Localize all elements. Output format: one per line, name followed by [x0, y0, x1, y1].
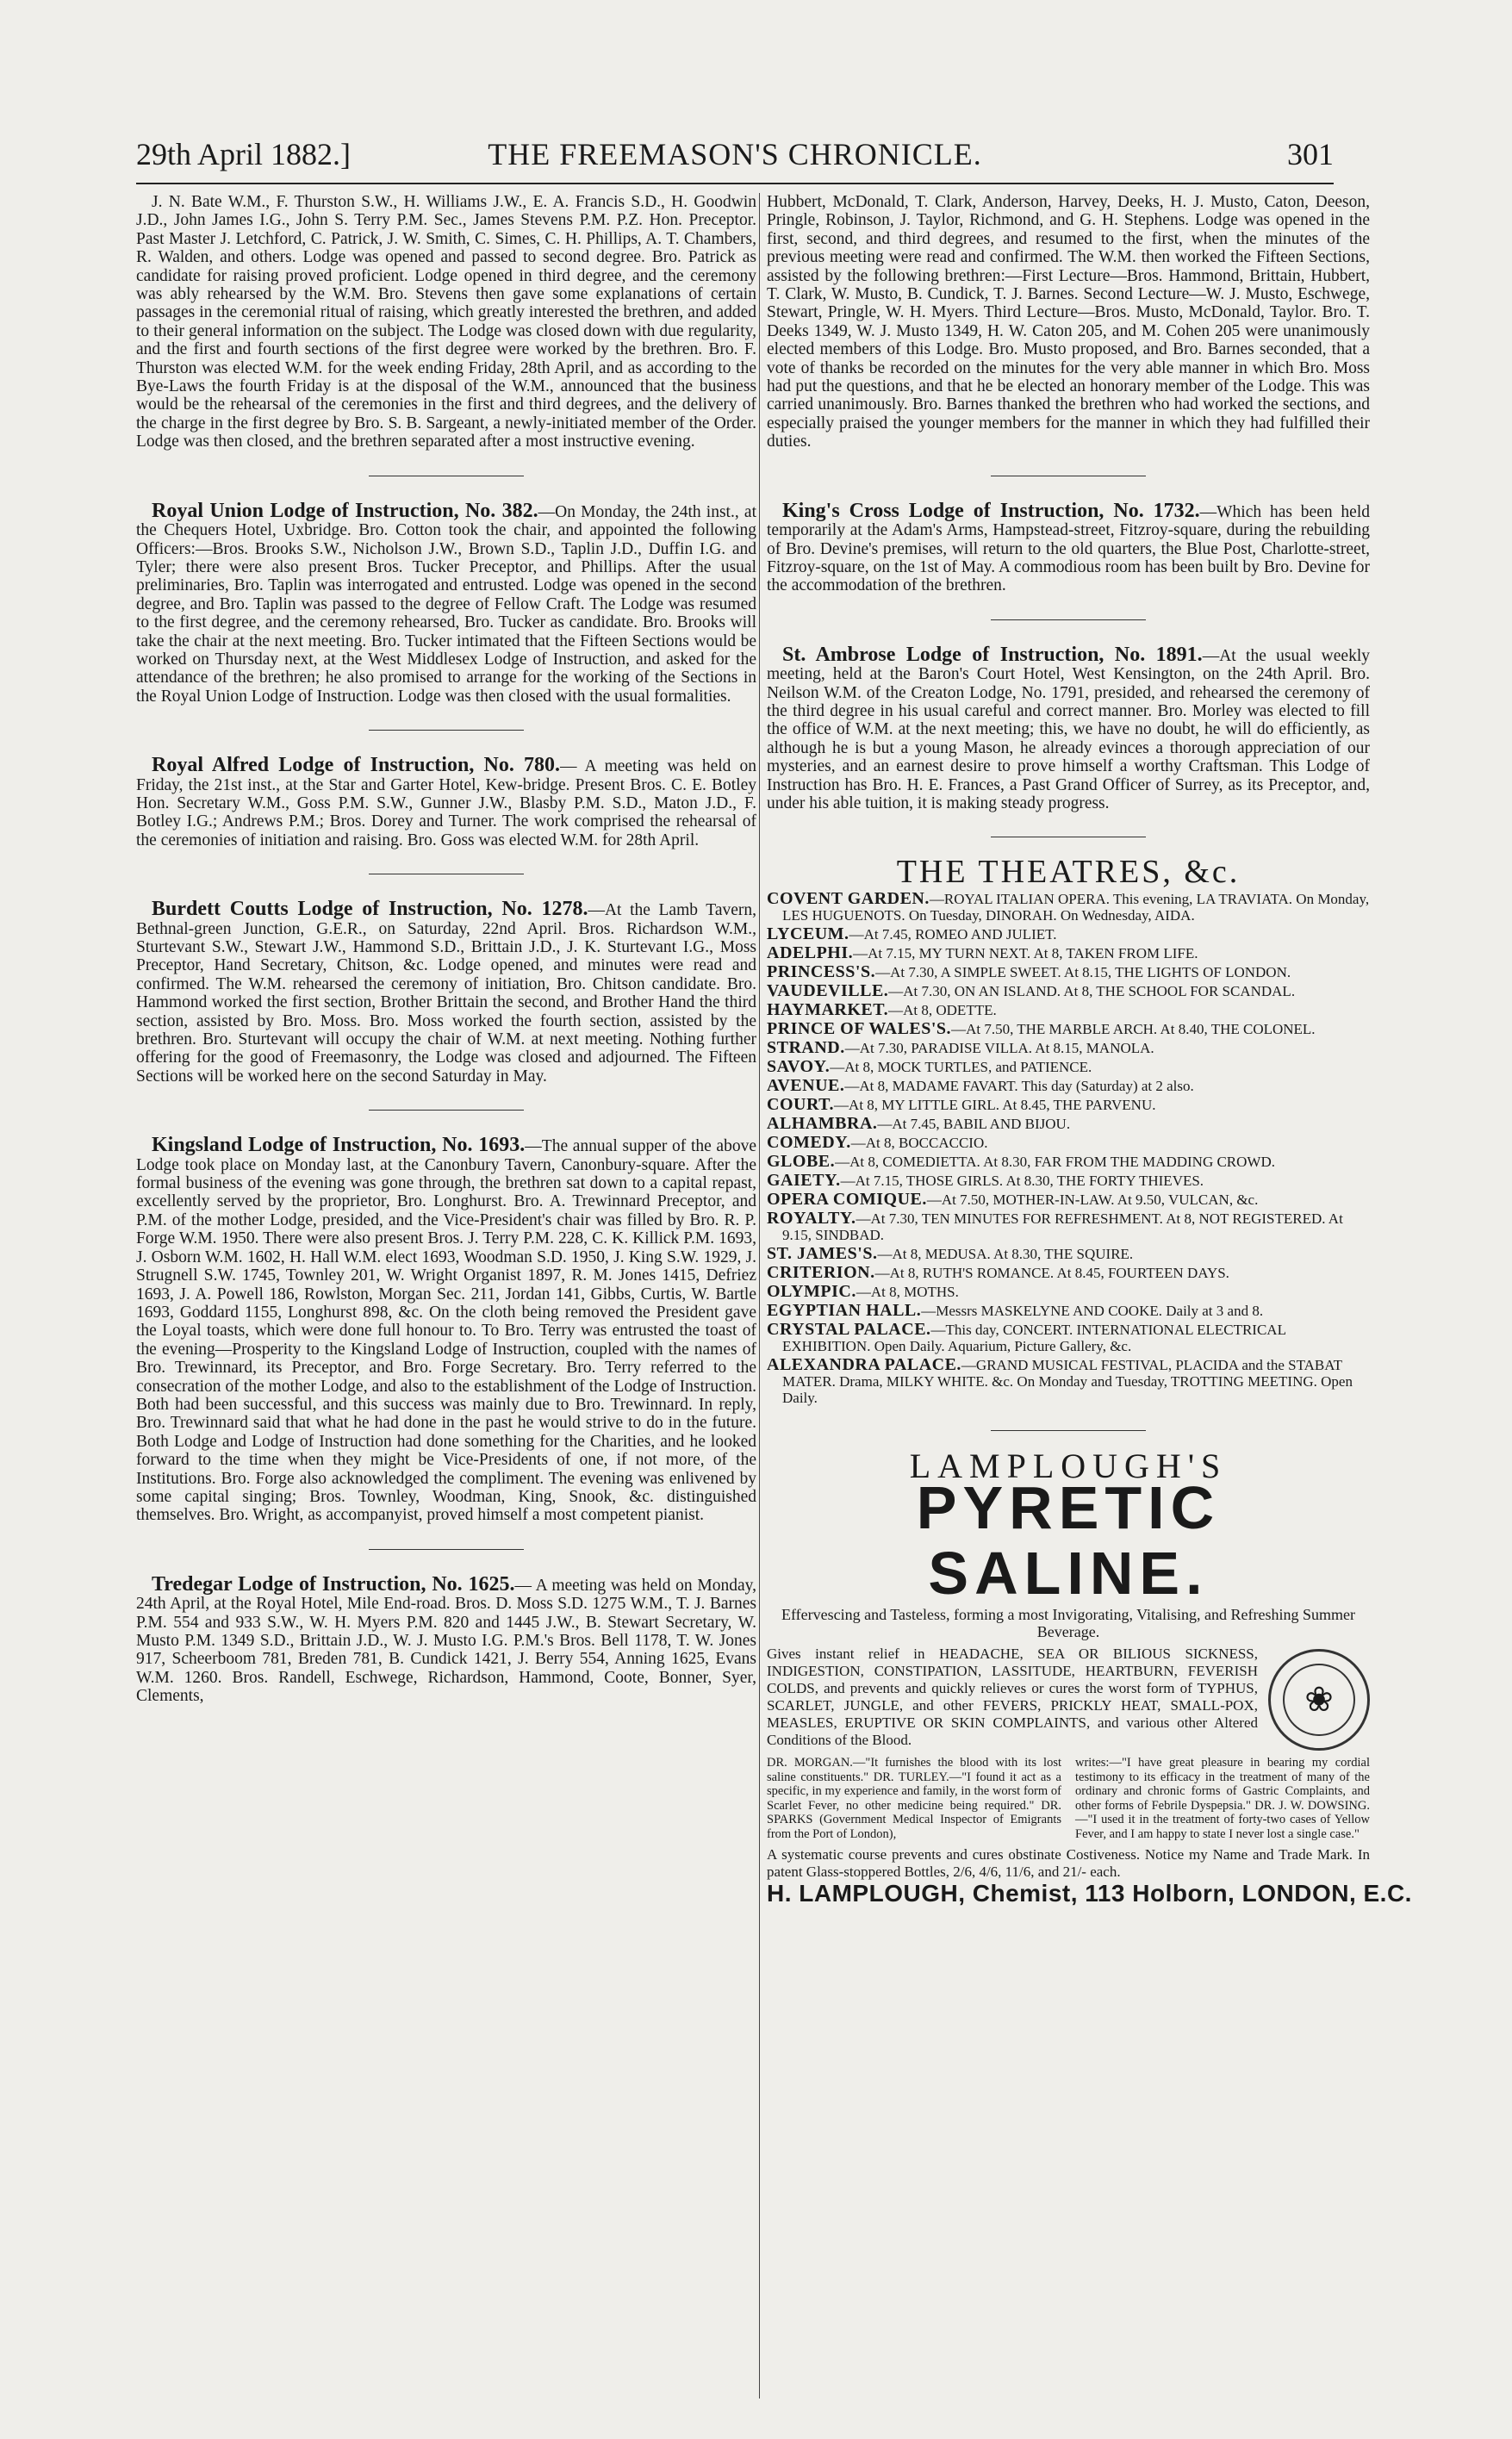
- theatre-entry: [767, 926, 1370, 943]
- article-body: —Which has been held temporarily at the Adam's Arms, Hampstead-street, Fitzroy-square, during the rebuilding of Bro. Devine's premises, will return to the old quarters, the Blue Post, Charlotte-street, Fitzroy-square, on the 1st of May. A commodious room has been built by Bro. Devine for the accommodation of the brethren.: [767, 502, 1370, 595]
- theatre-entry: [767, 1319, 1370, 1354]
- theatre-entry: [767, 980, 1370, 1000]
- section-divider: [369, 1110, 524, 1111]
- theatre-entry: [767, 1151, 1370, 1171]
- article-kingsland: [136, 1136, 756, 1525]
- theatre-entry: [767, 945, 1370, 961]
- ad-tagline: Effervescing and Tasteless, forming a most Invigorating, Vitalising, and Refreshing Summer Beverage.: [781, 1606, 1356, 1641]
- ad-brand: LAMPLOUGH'S: [909, 1446, 1228, 1485]
- theatre-program: —At 8, MOTHS.: [856, 1283, 959, 1300]
- ad-closing: A systematic course prevents and cures obstinate Costiveness. Notice my Name and Trade Mark. In patent Glass-stoppered Bottles, 2/6, 4/6, 11/6, and 21/- each.: [767, 1846, 1370, 1881]
- theatre-entry: [767, 1056, 1370, 1076]
- theatre-name: STRAND.: [767, 1037, 845, 1057]
- theatre-program: —At 8, ODETTE.: [888, 1001, 997, 1018]
- theatre-program: —At 8, MY LITTLE GIRL. At 8.45, THE PARVENU.: [834, 1096, 1156, 1113]
- theatre-program: —At 7.50, MOTHER-IN-LAW. At 9.50, VULCAN, &c.: [926, 1191, 1259, 1208]
- theatre-program: —At 7.30, A SIMPLE SWEET. At 8.15, THE LIGHTS OF LONDON.: [875, 963, 1291, 980]
- theatre-program: —At 7.15, MY TURN NEXT. At 8, TAKEN FROM LIFE.: [853, 944, 1198, 961]
- theatre-name: ROYALTY.: [767, 1208, 856, 1228]
- theatre-program: —At 8, MOCK TURTLES, and PATIENCE.: [830, 1058, 1092, 1075]
- theatre-program: —ROYAL ITALIAN OPERA. This evening, LA TRAVIATA. On Monday, LES HUGUENOTS. On Tuesday, DINORAH. On Wednesday, AIDA.: [782, 890, 1370, 924]
- theatre-name: ALHAMBRA.: [767, 1113, 878, 1133]
- theatre-name: AVENUE.: [767, 1075, 845, 1095]
- testimonial-right: writes:—"I have great pleasure in bearing my cordial testimony to its efficacy in the treatment of many of the ordinary and chronic forms of Gastric Complaints, and other forms of Febrile Dyspepsia." DR. J. W. DOWSING.—"I used it in the treatment of forty-two cases of Yellow Fever, and I am happy to state I never lost a single case.": [1075, 1756, 1370, 1841]
- article-burdett-coutts: [136, 900, 756, 1086]
- article-body: —On Monday, the 24th inst., at the Chequers Hotel, Uxbridge. Bro. Cotton took the chair, and appointed the following Officers:—Bros. Brooks S.W., Nicholson J.W., Brown S.D., Taplin J.D., Duffin I.G. and Tyler; there were also present Bros. Tucker Preceptor, and Phillips. After the usual preliminaries, Bro. Taplin was interrogated and entrusted. Lodge was opened in the second degree, and Bro. Taplin was passed to the degree of Fellow Craft. The Lodge was resumed to the first degree, and the ceremony rehearsed, Bro. Tucker as candidate. Bro. Brooks will take the chair at the next meeting. Bro. Tucker intimated that the Fifteen Sections would be worked on Thursday next, at the West Middlesex Lodge of Instruction, and asked for the attendance of the brethren; he also promised to arrange for the working of the Sections in the Royal Union Lodge of Instruction. Lodge was then closed with the usual formalities.: [136, 502, 756, 706]
- theatre-entry: [767, 1300, 1370, 1320]
- theatre-entry: [767, 1075, 1370, 1095]
- theatre-name: ST. JAMES'S.: [767, 1243, 878, 1263]
- publication-title: THE FREEMASON'S CHRONICLE.: [488, 137, 982, 171]
- trade-mark-seal-icon: ❀: [1268, 1649, 1370, 1751]
- theatre-program: —At 8, RUTH'S ROMANCE. At 8.45, FOURTEEN DAYS.: [874, 1264, 1229, 1281]
- article-body: Hubbert, McDonald, T. Clark, Anderson, Harvey, Deeks, H. J. Musto, Caton, Deeson, Pringle, Robinson, J. Taylor, Richmond, and G. H. Stephens. Lodge was opened in the first, second, and third degrees, and resumed to the first, when the minutes of the previous meeting were read and confirmed. The W.M. then worked the Fifteen Sections, assisted by the following brethren:—First Lecture—Bros. Hammond, Brittain, Hubbert, T. Clark, W. Musto, B. Cundick, T. J. Barnes. Second Lecture—W. J. Musto, Eschwege, Stewart, Pringle, W. H. Myers. Third Lecture—Bros. Musto, McDonald, Taylor. Bro. T. Deeks 1349, W. J. Musto 1349, H. W. Caton 205, and M. Cohen 205 were unanimously elected members of this Lodge. Bro. Musto proposed, and Bro. Barnes seconded, that a vote of thanks be recorded on the minutes for the very able manner in which Bro. Moss had put the questions, and that he be elected an honorary member of the Lodge. This was carried unanimously. Bro. Barnes thanked the brethren who had worked the sections, and especially praised the younger members for the manner in which they had fulfilled their duties.: [767, 193, 1370, 451]
- theatre-entry: [767, 961, 1370, 981]
- theatre-entry: [767, 1132, 1370, 1152]
- theatre-name: LYCEUM.: [767, 924, 849, 943]
- theatre-name: ALEXANDRA PALACE.: [767, 1354, 961, 1374]
- theatre-name: COURT.: [767, 1094, 835, 1114]
- article-royal-union: [136, 499, 756, 706]
- theatre-program: —At 8, MEDUSA. At 8.30, THE SQUIRE.: [877, 1245, 1134, 1262]
- article-body: —At the Lamb Tavern, Bethnal-green Junction, G.E.R., on Saturday, 22nd April. Bros. Richardson W.M., Sturtevant S.W., Stewart J.W., Hammond S.D., Brittain J.D., J. K. Sturtevant I.G., Moss Preceptor, Hand Secretary, Chitson, &c. Lodge opened, and minutes were read and confirmed. The W.M. rehearsed the ceremony of initiation, Bro. Chitson candidate. Bro. Hammond worked the first section, Brother Brittain the second, and Brother Hand the third section, assisted by Bro. Moss. Bro. Moss worked the fourth section, assisted by the brethren. Bro. Sturtevant will occupy the chair of W.M. at next meeting. Nothing further offering for the good of Freemasonry, the Lodge was closed and adjourned. The Fifteen Sections will be worked here on the second Saturday in May.: [136, 901, 757, 1086]
- article-body: — A meeting was held on Monday, 24th April, at the Royal Hotel, Mile End-road. Bros. D. Moss S.D. 1275 W.M., T. J. Barnes P.M. 554 and 933 S.W., W. H. Myers P.M. 820 and 1445 J.W., B. Stewart Secretary, W. Musto P.M. 1349 S.D., Brittain J.D., W. J. Musto I.G. P.M.'s Bros. Bell 1178, T. W. Jones 917, Scheerboom 781, Breden 781, B. Cundick 1421, J. Berry 554, Anning 1625, Evans W.M. 1260. Bros. Randell, Eschwege, Richardson, Hammond, Coote, Bonner, Syer, Clements,: [136, 1576, 756, 1706]
- article-heading: Tredegar Lodge of Instruction, No. 1625.: [152, 1572, 515, 1596]
- theatre-program: —At 8, MADAME FAVART. This day (Saturday) at 2 also.: [844, 1077, 1194, 1094]
- theatre-program: —At 7.45, BABIL AND BIJOU.: [877, 1115, 1071, 1132]
- article-royal-alfred: [136, 756, 756, 849]
- masthead: [136, 131, 1334, 184]
- theatre-program: —At 7.30, ON AN ISLAND. At 8, THE SCHOOL FOR SCANDAL.: [888, 982, 1296, 999]
- article-heading: St. Ambrose Lodge of Instruction, No. 1891.: [782, 643, 1203, 666]
- theatre-name: VAUDEVILLE.: [767, 980, 889, 1000]
- theatre-name: OLYMPIC.: [767, 1281, 856, 1301]
- theatre-name: PRINCE OF WALES'S.: [767, 1018, 952, 1038]
- theatre-program: —At 7.30, PARADISE VILLA. At 8.15, MANOLA.: [844, 1039, 1154, 1056]
- advertisement-pyretic-saline: [767, 1446, 1412, 1907]
- theatre-entry: [767, 1018, 1370, 1038]
- ad-address: H. LAMPLOUGH, Chemist, 113 Holborn, LONDON, E.C.: [767, 1880, 1412, 1907]
- theatre-entry: [767, 1281, 1370, 1301]
- article-heading: Royal Union Lodge of Instruction, No. 382.: [152, 499, 538, 522]
- theatre-name: GAIETY.: [767, 1170, 841, 1190]
- article-body: J. N. Bate W.M., F. Thurston S.W., H. Williams J.W., E. A. Francis S.D., H. Goodwin J.D., John James I.G., John S. Terry P.M. Sec., James Stevens P.M. P.Z. Hon. Preceptor. Past Master J. Letchford, C. Patrick, J. W. Smith, C. Simes, C. H. Phillips, A. T. Chambers, R. Walden, and others. Lodge was opened and passed to second degree. Bro. Patrick as candidate for raising proved proficient. Lodge opened in third degree, and the ceremony was ably rehearsed by the W.M. Bro. Stevens then gave some explanations of certain passages in the ceremonial ritual of raising, which greatly interested the brethren, and added to their general information on the subject. The Lodge was closed down with due regularity, and the first and fourth sections of the first degree were worked by the brethren. Bro. F. Thurston was elected W.M. for the week ending Friday, 28th April, and as according to the Bye-Laws the fourth Friday is at the disposal of the W.M., announced that the business would be the rehearsal of the ceremonies in the first and third degrees, and the delivery of the charge in the first degree by Bro. S. B. Sargeant, a newly-initiated member of the Order. Lodge was then closed, and the brethren separated after a most instructive evening.: [136, 193, 756, 451]
- section-divider: [991, 619, 1146, 620]
- theatre-program: —At 7.15, THOSE GIRLS. At 8.30, THE FORTY THIEVES.: [840, 1172, 1204, 1189]
- section-divider: [369, 1549, 524, 1550]
- issue-date: 29th April 1882.]: [136, 137, 351, 171]
- left-column: [136, 193, 756, 1725]
- theatre-entry: [767, 1210, 1370, 1243]
- theatre-entry: [767, 999, 1370, 1019]
- theatre-entry: [767, 1037, 1370, 1057]
- theatre-name: COMEDY.: [767, 1132, 851, 1152]
- theatre-entry: [767, 888, 1370, 924]
- right-column: [767, 193, 1412, 1907]
- theatre-program: —GRAND MUSICAL FESTIVAL, PLACIDA and the STABAT MATER. Drama, MILKY WHITE. &c. On Monday and Tuesday, TROTTING MEETING. Open Daily.: [782, 1356, 1353, 1406]
- article-st-ambrose: [767, 643, 1370, 813]
- theatre-name: CRYSTAL PALACE.: [767, 1319, 931, 1339]
- theatre-name: PRINCESS'S.: [767, 961, 876, 981]
- article-heading: King's Cross Lodge of Instruction, No. 1732.: [782, 499, 1200, 522]
- article-heading: Burdett Coutts Lodge of Instruction, No. 1278.: [152, 898, 588, 921]
- section-divider: [991, 1430, 1146, 1431]
- theatre-name: COVENT GARDEN.: [767, 888, 930, 908]
- theatre-name: OPERA COMIQUE.: [767, 1189, 927, 1209]
- theatre-name: CRITERION.: [767, 1262, 875, 1282]
- article-tredegar: [136, 1572, 756, 1706]
- ad-body: Gives instant relief in HEADACHE, SEA OR BILIOUS SICKNESS, INDIGESTION, CONSTIPATION, LASSITUDE, HEARTBURN, FEVERISH COLDS, and prevents and quickly relieves or cures the worst form of TYPHUS, SCARLET, JUNGLE, and other FEVERS, PRICKLY HEAT, SMALL-POX, MEASLES, ERUPTIVE OR SKIN COMPLAINTS, and various other Altered Conditions of the Blood.: [767, 1646, 1258, 1749]
- article-heading: Kingsland Lodge of Instruction, No. 1693.: [152, 1134, 526, 1157]
- article-heading: Royal Alfred Lodge of Instruction, No. 780.: [152, 754, 561, 777]
- theatre-name: EGYPTIAN HALL.: [767, 1300, 922, 1320]
- column-divider: [759, 193, 760, 2399]
- theatre-entry: [767, 1243, 1370, 1263]
- article-body: —The annual supper of the above Lodge took place on Monday last, at the Canonbury Tavern, Canonbury-square. After the formal business of the evening was gone through, the brethren sat down to a capital repast, excellently served by the proprietor, Bro. Longhurst. Bro. A. Trewinnard Preceptor, and P.M. of the mother Lodge, presided, and the Vice-President's chair was filled by Bro. R. P. Forge W.M. 1950. There were also present Bros. J. Terry P.M. 228, C. K. Killick P.M. 1693, J. Osborn W.M. 1602, H. Hall W.M. elect 1693, Woodman S.D. 1950, J. King S.W. 1929, J. Strugnell S.W. 1745, Townley 201, W. Wright Organist 1897, R. M. Jones 1415, Defriez 1693, J. A. Powell 186, Rowlston, Morgan Sec. 211, Jordan 141, Gibbs, Curtis, W. Bartle 1693, Goddard 1155, Longhurst 898, &c. On the cloth being removed the President gave the Loyal toasts, which were done full honour to. To Bro. Terry was entrusted the toast of the evening—Prosperity to the Kingsland Lodge of Instruction, coupled with the names of Bro. Trewinnard, its Preceptor, and Bro. Forge Secretary. Bro. Terry referred to the consecration of the mother Lodge, and also to the establishment of the Lodge of Instruction. Both had been successful, and this success was mainly due to Bro. Trewinnard. In reply, Bro. Trewinnard said that what he had done in the past he would strive to do in the future. Both Lodge and Lodge of Instruction had done something for the Charities, and he looked forward to the time when they might be Vice-Presidents of one, if not more, of the Institutions. Bro. Forge also acknowledged the compliment. The evening was enlivened by some capital singing; Bros. Townley, Woodman, King, Snook, &c. distinguished themselves. Bro. Wright, as accompanyist, proved himself a most competent pianist.: [136, 1137, 756, 1525]
- theatre-name: GLOBE.: [767, 1151, 836, 1171]
- ad-testimonials: [767, 1756, 1370, 1841]
- section-divider: [369, 730, 524, 731]
- theatre-entry: [767, 1170, 1370, 1190]
- article-continuation-tredegar: [767, 193, 1370, 451]
- testimonial-left: DR. MORGAN.—"It furnishes the blood with its lost saline constituents." DR. TURLEY.—"I found it act as a specific, in my experience and family, in the worst form of Scarlet Fever, no other medicine being required." DR. SPARKS (Government Medical Inspector of Emigrants from the Port of London),: [767, 1756, 1061, 1841]
- theatre-program: —At 7.45, ROMEO AND JULIET.: [849, 925, 1057, 943]
- theatre-entry: [767, 1262, 1370, 1282]
- theatre-name: ADELPHI.: [767, 943, 854, 962]
- article-body: — A meeting was held on Friday, the 21st inst., at the Star and Garter Hotel, Kew-bridge. Present Bros. C. E. Botley Hon. Secretary W.M., Goss P.M. S.W., Gunner J.W., Blasby P.M. S.D., Maton J.D., F. Botley I.G.; Andrews P.M.; Bros. Dorey and Turner. The work comprised the rehearsal of the ceremonies of initiation and raising. Bro. Goss was elected W.M. for 28th April.: [136, 757, 756, 849]
- theatre-program: —At 7.50, THE MARBLE ARCH. At 8.40, THE COLONEL.: [951, 1020, 1316, 1037]
- article-kings-cross: [767, 499, 1370, 595]
- theatre-name: HAYMARKET.: [767, 999, 889, 1019]
- theatre-entry: [767, 1113, 1370, 1133]
- theatre-program: —At 7.30, TEN MINUTES FOR REFRESHMENT. At 8, NOT REGISTERED. At 9.15, SINDBAD.: [782, 1210, 1343, 1243]
- theatre-entry: [767, 1189, 1370, 1209]
- theatres-heading: THE THEATRES, &c.: [896, 854, 1241, 891]
- theatre-name: SAVOY.: [767, 1056, 831, 1076]
- theatre-entry: [767, 1354, 1370, 1406]
- ad-body-block: [767, 1646, 1370, 1749]
- theatre-program: —Messrs MASKELYNE AND COOKE. Daily at 3 and 8.: [921, 1302, 1264, 1319]
- theatre-program: —At 8, BOCCACCIO.: [850, 1134, 988, 1151]
- theatre-program: —At 8, COMEDIETTA. At 8.30, FAR FROM THE MADDING CROWD.: [835, 1153, 1275, 1170]
- ad-product-name: PYRETIC SALINE.: [916, 1474, 1221, 1608]
- article-body: —At the usual weekly meeting, held at the Baron's Court Hotel, West Kensington, on the 24th April. Bro. Neilson W.M. of the Creaton Lodge, No. 1791, presided, and rehearsed the ceremony of the third degree in his usual careful and correct manner. Bro. Morley was elected to fill the office of W.M. at the next meeting; this, we have no doubt, he will do efficiently, as although he is but a young Mason, he already evinces a thorough appreciation of our mysteries, and an earnest desire to prove himself a worthy Craftsman. This Lodge of Instruction has Bro. H. E. Frances, a Past Grand Officer of Surrey, as its Preceptor, and, under his able tuition, it is making steady progress.: [767, 646, 1370, 812]
- theatre-program: —This day, CONCERT. INTERNATIONAL ELECTRICAL EXHIBITION. Open Daily. Aquarium, Picture Gallery, &c.: [782, 1321, 1286, 1354]
- page-number: 301: [1287, 137, 1334, 171]
- theatre-entry: [767, 1094, 1370, 1114]
- theatre-listings: [767, 888, 1370, 1406]
- article-continuation: [136, 193, 756, 451]
